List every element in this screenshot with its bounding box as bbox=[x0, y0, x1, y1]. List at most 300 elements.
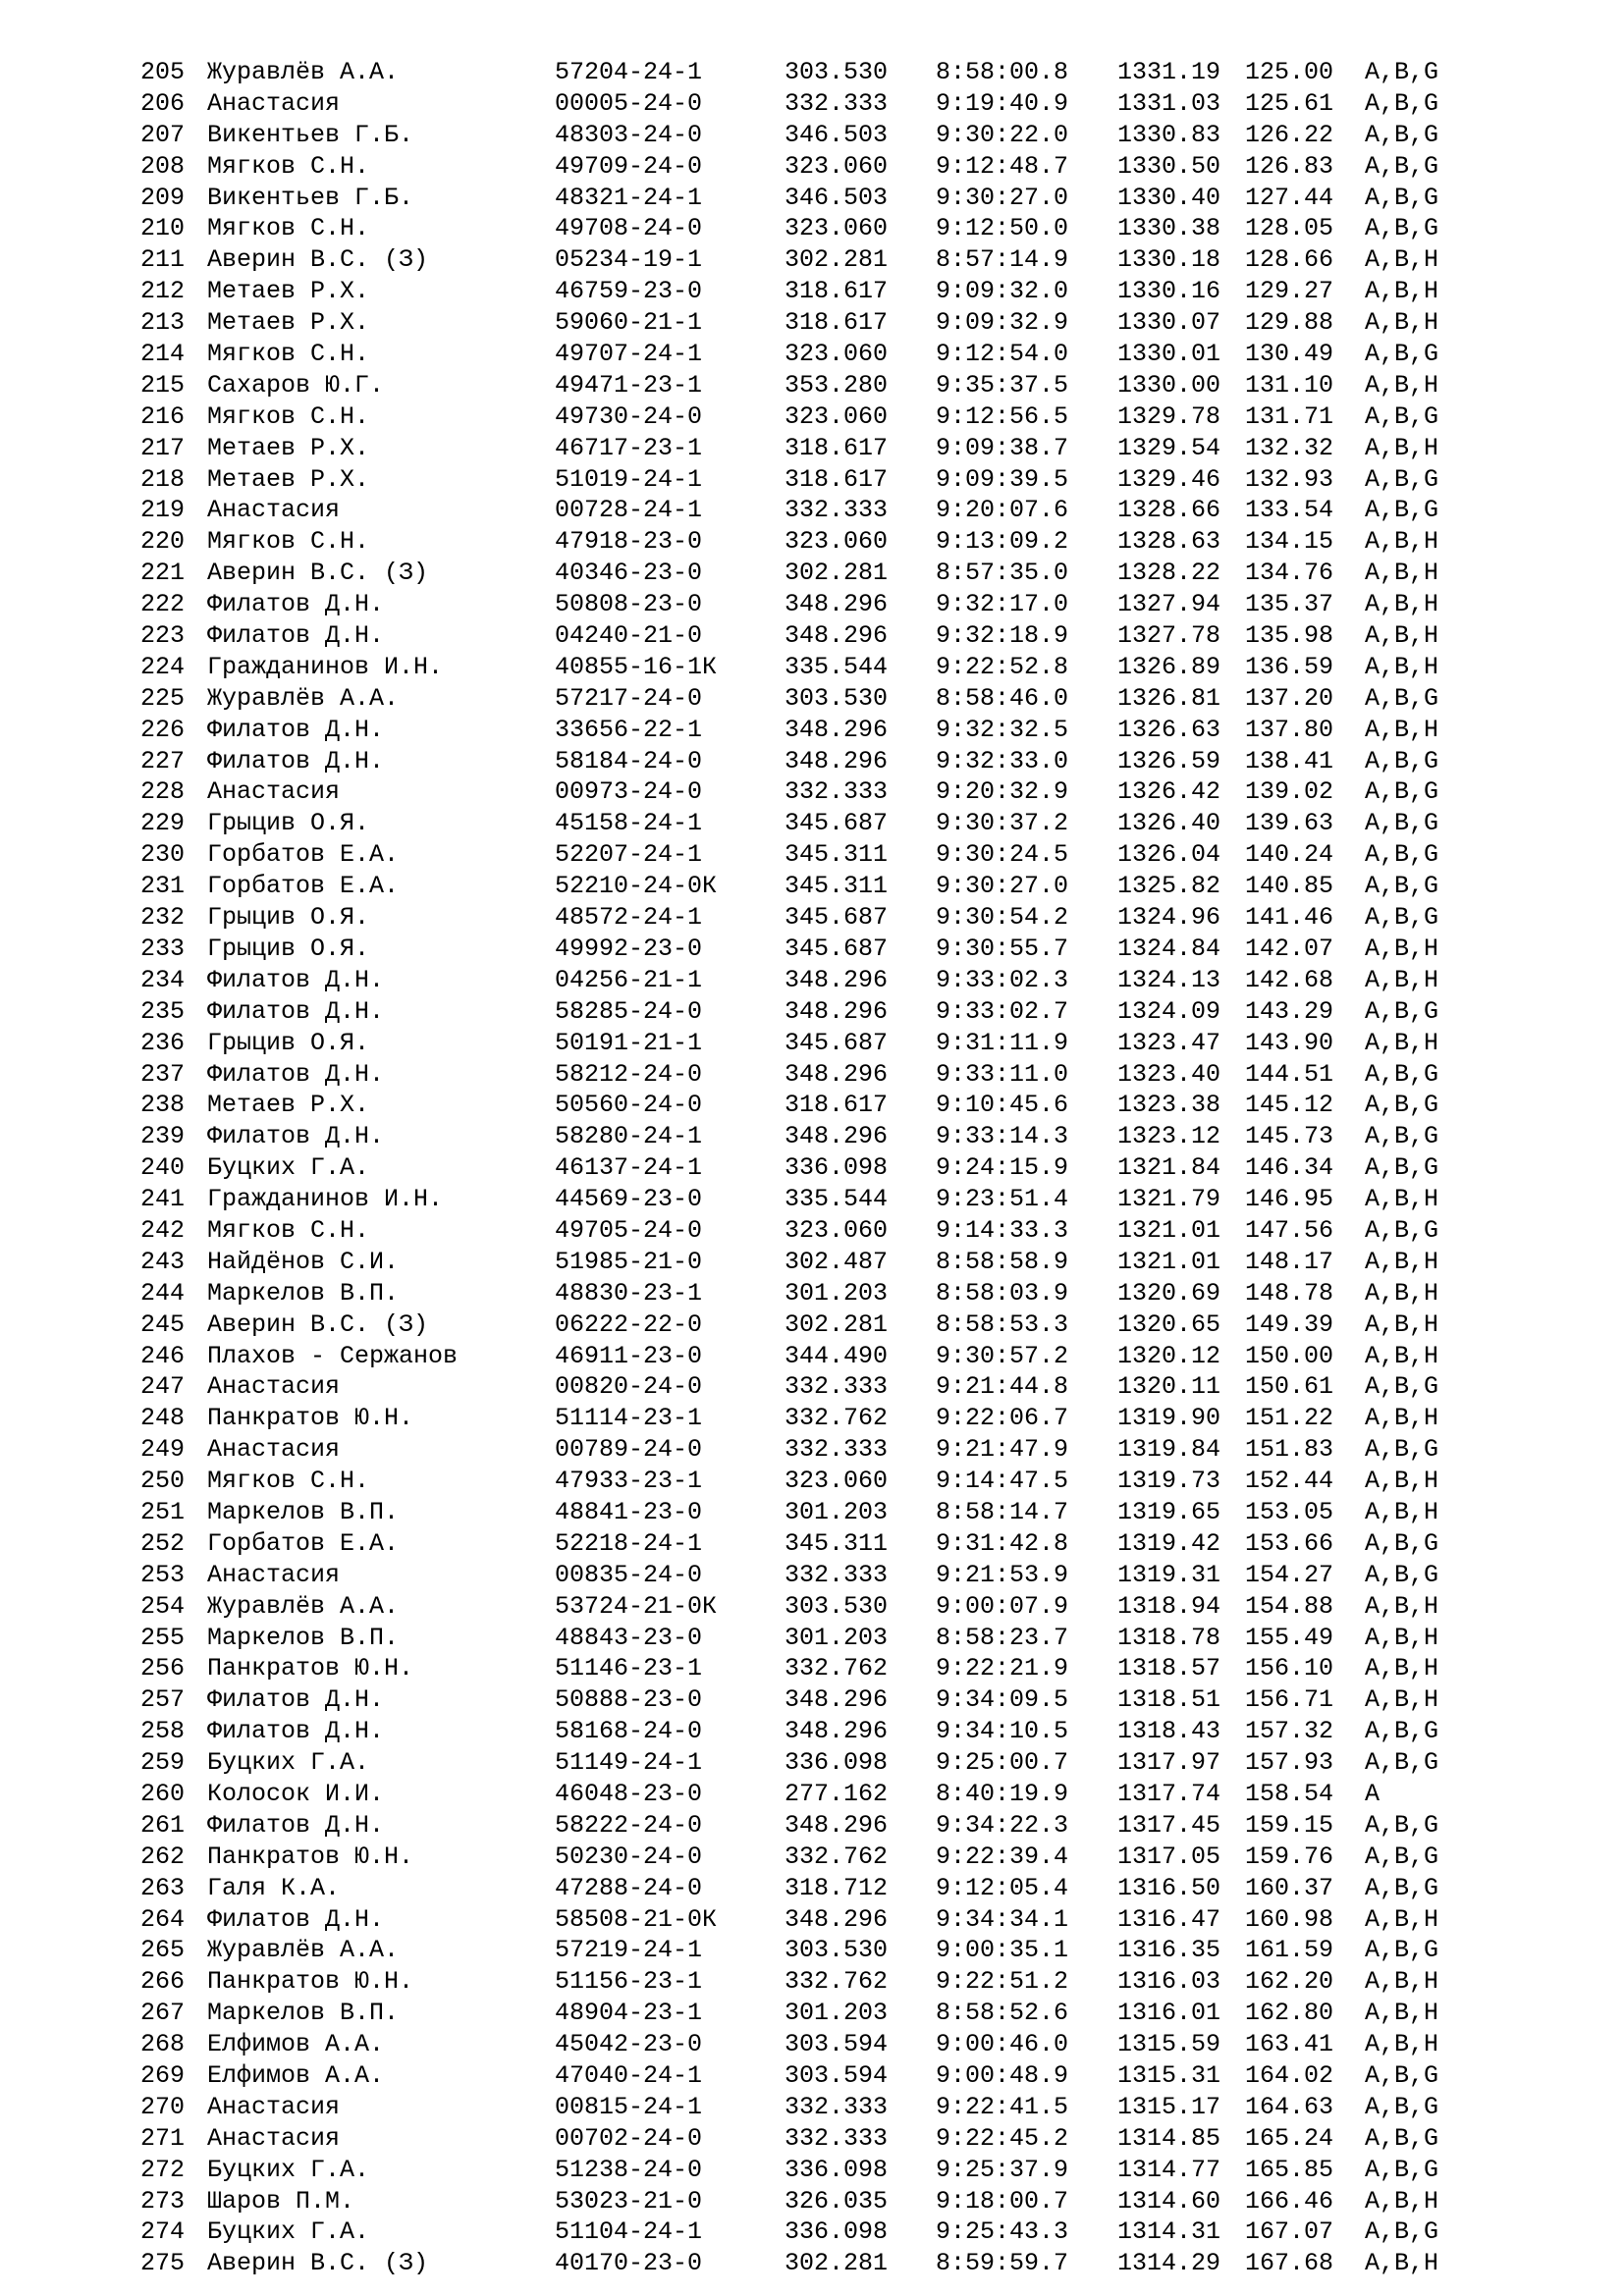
category: A,B,H bbox=[1365, 277, 1439, 306]
speed: 1326.04 bbox=[1117, 840, 1221, 870]
points: 148.78 bbox=[1245, 1278, 1334, 1308]
row-number: 212 bbox=[140, 277, 186, 306]
speed: 1329.78 bbox=[1117, 401, 1221, 431]
row-number: 243 bbox=[140, 1247, 186, 1276]
row-number: 261 bbox=[140, 1810, 186, 1840]
points: 137.20 bbox=[1245, 683, 1334, 713]
points: 143.29 bbox=[1245, 996, 1334, 1026]
distance: 301.203 bbox=[785, 1623, 889, 1652]
points: 128.66 bbox=[1245, 245, 1334, 275]
row-number: 267 bbox=[140, 1999, 186, 2028]
category: A,B,H bbox=[1365, 1904, 1439, 1934]
row-number: 252 bbox=[140, 1528, 186, 1558]
speed: 1326.42 bbox=[1117, 777, 1221, 807]
row-number: 245 bbox=[140, 1309, 186, 1339]
ring-number: 46717-23-1 bbox=[555, 433, 703, 462]
fancier-name: Филатов Д.Н. bbox=[207, 590, 385, 619]
flight-time: 9:22:51.2 bbox=[936, 1967, 1069, 1997]
fancier-name: Аверин В.С. (З) bbox=[207, 245, 429, 275]
points: 151.83 bbox=[1245, 1435, 1334, 1465]
flight-time: 9:12:48.7 bbox=[936, 151, 1069, 181]
row-number: 259 bbox=[140, 1748, 186, 1778]
fancier-name: Мягков С.Н. bbox=[207, 340, 370, 369]
ring-number: 00728-24-1 bbox=[555, 496, 703, 525]
category: A,B,G bbox=[1365, 58, 1439, 86]
fancier-name: Филатов Д.Н. bbox=[207, 1810, 385, 1840]
fancier-name: Грыцив О.Я. bbox=[207, 934, 370, 963]
fancier-name: Анастасия bbox=[207, 2123, 341, 2153]
distance: 332.333 bbox=[785, 496, 889, 525]
flight-time: 9:34:09.5 bbox=[936, 1685, 1069, 1715]
points: 135.37 bbox=[1245, 590, 1334, 619]
flight-time: 9:00:07.9 bbox=[936, 1591, 1069, 1621]
ring-number: 50230-24-0 bbox=[555, 1842, 703, 1871]
flight-time: 9:09:32.9 bbox=[936, 308, 1069, 338]
fancier-name: Метаев Р.Х. bbox=[207, 433, 370, 462]
fancier-name: Грыцив О.Я. bbox=[207, 903, 370, 933]
points: 163.41 bbox=[1245, 2030, 1334, 2059]
distance: 336.098 bbox=[785, 2217, 889, 2247]
row-number: 272 bbox=[140, 2155, 186, 2184]
distance: 303.594 bbox=[785, 2061, 889, 2090]
distance: 323.060 bbox=[785, 401, 889, 431]
fancier-name: Журавлёв А.А. bbox=[207, 1591, 400, 1621]
points: 140.85 bbox=[1245, 872, 1334, 901]
flight-time: 9:22:21.9 bbox=[936, 1654, 1069, 1683]
ring-number: 58222-24-0 bbox=[555, 1810, 703, 1840]
points: 164.02 bbox=[1245, 2061, 1334, 2090]
speed: 1316.50 bbox=[1117, 1873, 1221, 1902]
category: A,B,H bbox=[1365, 965, 1439, 994]
category: A,B,G bbox=[1365, 214, 1439, 243]
flight-time: 9:35:37.5 bbox=[936, 370, 1069, 400]
distance: 336.098 bbox=[785, 1153, 889, 1183]
distance: 353.280 bbox=[785, 370, 889, 400]
distance: 303.530 bbox=[785, 683, 889, 713]
distance: 301.203 bbox=[785, 1278, 889, 1308]
distance: 346.503 bbox=[785, 120, 889, 149]
flight-time: 8:58:23.7 bbox=[936, 1623, 1069, 1652]
ring-number: 50560-24-0 bbox=[555, 1091, 703, 1120]
flight-time: 8:58:03.9 bbox=[936, 1278, 1069, 1308]
fancier-name: Колосок И.И. bbox=[207, 1779, 385, 1808]
speed: 1329.46 bbox=[1117, 464, 1221, 494]
row-number: 233 bbox=[140, 934, 186, 963]
speed: 1314.60 bbox=[1117, 2186, 1221, 2216]
distance: 345.311 bbox=[785, 872, 889, 901]
row-number: 242 bbox=[140, 1215, 186, 1245]
points: 148.17 bbox=[1245, 1247, 1334, 1276]
flight-time: 9:30:24.5 bbox=[936, 840, 1069, 870]
distance: 332.762 bbox=[785, 1404, 889, 1433]
flight-time: 9:25:43.3 bbox=[936, 2217, 1069, 2247]
ring-number: 48303-24-0 bbox=[555, 120, 703, 149]
ring-number: 04240-21-0 bbox=[555, 621, 703, 651]
row-number: 229 bbox=[140, 809, 186, 838]
ring-number: 48841-23-0 bbox=[555, 1497, 703, 1526]
row-number: 223 bbox=[140, 621, 186, 651]
distance: 345.687 bbox=[785, 903, 889, 933]
points: 165.85 bbox=[1245, 2155, 1334, 2184]
category: A,B,H bbox=[1365, 1967, 1439, 1997]
speed: 1314.77 bbox=[1117, 2155, 1221, 2184]
ring-number: 49471-23-1 bbox=[555, 370, 703, 400]
ring-number: 51238-24-0 bbox=[555, 2155, 703, 2184]
category: A,B,H bbox=[1365, 2030, 1439, 2059]
category: A,B,H bbox=[1365, 1467, 1439, 1496]
row-number: 234 bbox=[140, 965, 186, 994]
points: 159.15 bbox=[1245, 1810, 1334, 1840]
speed: 1320.65 bbox=[1117, 1309, 1221, 1339]
distance: 332.333 bbox=[785, 1372, 889, 1402]
points: 162.20 bbox=[1245, 1967, 1334, 1997]
flight-time: 9:30:22.0 bbox=[936, 120, 1069, 149]
speed: 1320.69 bbox=[1117, 1278, 1221, 1308]
fancier-name: Метаев Р.Х. bbox=[207, 1091, 370, 1120]
category: A,B,H bbox=[1365, 527, 1439, 557]
speed: 1319.42 bbox=[1117, 1528, 1221, 1558]
flight-time: 9:14:47.5 bbox=[936, 1467, 1069, 1496]
category: A,B,G bbox=[1365, 1091, 1439, 1120]
flight-time: 9:12:50.0 bbox=[936, 214, 1069, 243]
distance: 336.098 bbox=[785, 2155, 889, 2184]
flight-time: 9:31:42.8 bbox=[936, 1528, 1069, 1558]
ring-number: 58280-24-1 bbox=[555, 1122, 703, 1151]
row-number: 263 bbox=[140, 1873, 186, 1902]
speed: 1324.84 bbox=[1117, 934, 1221, 963]
distance: 346.503 bbox=[785, 183, 889, 212]
flight-time: 8:40:19.9 bbox=[936, 1779, 1069, 1808]
speed: 1316.03 bbox=[1117, 1967, 1221, 1997]
flight-time: 9:32:18.9 bbox=[936, 621, 1069, 651]
row-number: 211 bbox=[140, 245, 186, 275]
fancier-name: Филатов Д.Н. bbox=[207, 965, 385, 994]
fancier-name: Буцких Г.А. bbox=[207, 1153, 370, 1183]
ring-number: 58285-24-0 bbox=[555, 996, 703, 1026]
speed: 1326.81 bbox=[1117, 683, 1221, 713]
category: A,B,G bbox=[1365, 2217, 1439, 2247]
ring-number: 48572-24-1 bbox=[555, 903, 703, 933]
points: 146.34 bbox=[1245, 1153, 1334, 1183]
speed: 1324.13 bbox=[1117, 965, 1221, 994]
distance: 302.281 bbox=[785, 2249, 889, 2278]
category: A,B,G bbox=[1365, 1842, 1439, 1871]
distance: 332.333 bbox=[785, 2092, 889, 2121]
fancier-name: Мягков С.Н. bbox=[207, 1467, 370, 1496]
speed: 1330.16 bbox=[1117, 277, 1221, 306]
row-number: 255 bbox=[140, 1623, 186, 1652]
ring-number: 05234-19-1 bbox=[555, 245, 703, 275]
row-number: 225 bbox=[140, 683, 186, 713]
row-number: 220 bbox=[140, 527, 186, 557]
flight-time: 9:14:33.3 bbox=[936, 1215, 1069, 1245]
fancier-name: Филатов Д.Н. bbox=[207, 1059, 385, 1089]
flight-time: 8:58:00.8 bbox=[936, 58, 1069, 86]
category: A,B,H bbox=[1365, 2249, 1439, 2278]
row-number: 224 bbox=[140, 652, 186, 681]
distance: 348.296 bbox=[785, 996, 889, 1026]
row-number: 226 bbox=[140, 715, 186, 744]
speed: 1321.01 bbox=[1117, 1215, 1221, 1245]
row-number: 275 bbox=[140, 2249, 186, 2278]
flight-time: 9:25:00.7 bbox=[936, 1748, 1069, 1778]
flight-time: 9:34:10.5 bbox=[936, 1717, 1069, 1746]
flight-time: 9:21:44.8 bbox=[936, 1372, 1069, 1402]
row-number: 239 bbox=[140, 1122, 186, 1151]
points: 143.90 bbox=[1245, 1028, 1334, 1057]
flight-time: 9:30:27.0 bbox=[936, 183, 1069, 212]
fancier-name: Журавлёв А.А. bbox=[207, 683, 400, 713]
row-number: 227 bbox=[140, 746, 186, 775]
category: A,B,H bbox=[1365, 1278, 1439, 1308]
distance: 303.594 bbox=[785, 2030, 889, 2059]
fancier-name: Грыцив О.Я. bbox=[207, 809, 370, 838]
distance: 318.617 bbox=[785, 433, 889, 462]
fancier-name: Метаев Р.Х. bbox=[207, 464, 370, 494]
speed: 1321.01 bbox=[1117, 1247, 1221, 1276]
ring-number: 51156-23-1 bbox=[555, 1967, 703, 1997]
speed: 1323.47 bbox=[1117, 1028, 1221, 1057]
distance: 332.762 bbox=[785, 1967, 889, 1997]
ring-number: 45158-24-1 bbox=[555, 809, 703, 838]
row-number: 251 bbox=[140, 1497, 186, 1526]
points: 136.59 bbox=[1245, 652, 1334, 681]
flight-time: 9:24:15.9 bbox=[936, 1153, 1069, 1183]
fancier-name: Анастасия bbox=[207, 2092, 341, 2121]
row-number: 205 bbox=[140, 58, 186, 86]
distance: 302.281 bbox=[785, 1309, 889, 1339]
category: A,B,G bbox=[1365, 1936, 1439, 1965]
fancier-name: Сахаров Ю.Г. bbox=[207, 370, 385, 400]
fancier-name: Филатов Д.Н. bbox=[207, 1904, 385, 1934]
points: 162.80 bbox=[1245, 1999, 1334, 2028]
fancier-name: Филатов Д.Н. bbox=[207, 1122, 385, 1151]
flight-time: 9:22:39.4 bbox=[936, 1842, 1069, 1871]
ring-number: 50808-23-0 bbox=[555, 590, 703, 619]
ring-number: 53724-21-0К bbox=[555, 1591, 718, 1621]
row-number: 248 bbox=[140, 1404, 186, 1433]
ring-number: 00789-24-0 bbox=[555, 1435, 703, 1465]
row-number: 208 bbox=[140, 151, 186, 181]
points: 167.68 bbox=[1245, 2249, 1334, 2278]
ring-number: 50191-21-1 bbox=[555, 1028, 703, 1057]
speed: 1321.84 bbox=[1117, 1153, 1221, 1183]
speed: 1326.63 bbox=[1117, 715, 1221, 744]
ring-number: 00973-24-0 bbox=[555, 777, 703, 807]
distance: 345.311 bbox=[785, 840, 889, 870]
row-number: 210 bbox=[140, 214, 186, 243]
points: 157.32 bbox=[1245, 1717, 1334, 1746]
speed: 1330.01 bbox=[1117, 340, 1221, 369]
ring-number: 48843-23-0 bbox=[555, 1623, 703, 1652]
flight-time: 9:30:27.0 bbox=[936, 872, 1069, 901]
speed: 1328.22 bbox=[1117, 559, 1221, 588]
points: 158.54 bbox=[1245, 1779, 1334, 1808]
speed: 1323.40 bbox=[1117, 1059, 1221, 1089]
speed: 1323.38 bbox=[1117, 1091, 1221, 1120]
fancier-name: Мягков С.Н. bbox=[207, 214, 370, 243]
speed: 1314.31 bbox=[1117, 2217, 1221, 2247]
row-number: 221 bbox=[140, 559, 186, 588]
category: A,B,G bbox=[1365, 1435, 1439, 1465]
distance: 332.762 bbox=[785, 1842, 889, 1871]
points: 160.98 bbox=[1245, 1904, 1334, 1934]
speed: 1319.31 bbox=[1117, 1560, 1221, 1589]
speed: 1317.45 bbox=[1117, 1810, 1221, 1840]
points: 126.83 bbox=[1245, 151, 1334, 181]
ring-number: 51149-24-1 bbox=[555, 1748, 703, 1778]
row-number: 260 bbox=[140, 1779, 186, 1808]
points: 129.27 bbox=[1245, 277, 1334, 306]
points: 160.37 bbox=[1245, 1873, 1334, 1902]
flight-time: 9:09:39.5 bbox=[936, 464, 1069, 494]
category: A,B,G bbox=[1365, 1528, 1439, 1558]
speed: 1327.94 bbox=[1117, 590, 1221, 619]
points: 138.41 bbox=[1245, 746, 1334, 775]
flight-time: 9:33:11.0 bbox=[936, 1059, 1069, 1089]
ring-number: 48904-23-1 bbox=[555, 1999, 703, 2028]
speed: 1314.29 bbox=[1117, 2249, 1221, 2278]
category: A,B,G bbox=[1365, 496, 1439, 525]
points: 127.44 bbox=[1245, 183, 1334, 212]
distance: 301.203 bbox=[785, 1497, 889, 1526]
speed: 1317.97 bbox=[1117, 1748, 1221, 1778]
ring-number: 45042-23-0 bbox=[555, 2030, 703, 2059]
category: A,B,G bbox=[1365, 1748, 1439, 1778]
row-number: 235 bbox=[140, 996, 186, 1026]
row-number: 206 bbox=[140, 88, 186, 118]
distance: 332.333 bbox=[785, 2123, 889, 2153]
ring-number: 58508-21-0К bbox=[555, 1904, 718, 1934]
speed: 1328.66 bbox=[1117, 496, 1221, 525]
points: 145.73 bbox=[1245, 1122, 1334, 1151]
speed: 1330.40 bbox=[1117, 183, 1221, 212]
speed: 1315.59 bbox=[1117, 2030, 1221, 2059]
points: 140.24 bbox=[1245, 840, 1334, 870]
ring-number: 33656-22-1 bbox=[555, 715, 703, 744]
ring-number: 40170-23-0 bbox=[555, 2249, 703, 2278]
distance: 348.296 bbox=[785, 965, 889, 994]
fancier-name: Маркелов В.П. bbox=[207, 1497, 400, 1526]
fancier-name: Анастасия bbox=[207, 1372, 341, 1402]
category: A,B,H bbox=[1365, 2186, 1439, 2216]
fancier-name: Грыцив О.Я. bbox=[207, 1028, 370, 1057]
distance: 277.162 bbox=[785, 1779, 889, 1808]
points: 154.88 bbox=[1245, 1591, 1334, 1621]
fancier-name: Маркелов В.П. bbox=[207, 1278, 400, 1308]
fancier-name: Мягков С.Н. bbox=[207, 527, 370, 557]
ring-number: 47040-24-1 bbox=[555, 2061, 703, 2090]
category: A,B,H bbox=[1365, 370, 1439, 400]
fancier-name: Галя К.А. bbox=[207, 1873, 341, 1902]
category: A,B,H bbox=[1365, 559, 1439, 588]
flight-time: 9:31:11.9 bbox=[936, 1028, 1069, 1057]
flight-time: 9:18:00.7 bbox=[936, 2186, 1069, 2216]
category: A,B,H bbox=[1365, 1028, 1439, 1057]
flight-time: 9:32:32.5 bbox=[936, 715, 1069, 744]
points: 129.88 bbox=[1245, 308, 1334, 338]
distance: 323.060 bbox=[785, 1215, 889, 1245]
fancier-name: Мягков С.Н. bbox=[207, 401, 370, 431]
flight-time: 9:12:05.4 bbox=[936, 1873, 1069, 1902]
category: A,B,G bbox=[1365, 151, 1439, 181]
speed: 1323.12 bbox=[1117, 1122, 1221, 1151]
fancier-name: Анастасия bbox=[207, 777, 341, 807]
row-number: 213 bbox=[140, 308, 186, 338]
row-number: 266 bbox=[140, 1967, 186, 1997]
distance: 323.060 bbox=[785, 340, 889, 369]
speed: 1330.83 bbox=[1117, 120, 1221, 149]
distance: 323.060 bbox=[785, 527, 889, 557]
flight-time: 9:13:09.2 bbox=[936, 527, 1069, 557]
points: 149.39 bbox=[1245, 1309, 1334, 1339]
speed: 1325.82 bbox=[1117, 872, 1221, 901]
row-number: 209 bbox=[140, 183, 186, 212]
points: 128.05 bbox=[1245, 214, 1334, 243]
distance: 303.530 bbox=[785, 1591, 889, 1621]
category: A,B,G bbox=[1365, 120, 1439, 149]
points: 155.49 bbox=[1245, 1623, 1334, 1652]
speed: 1315.31 bbox=[1117, 2061, 1221, 2090]
fancier-name: Плахов - Сержанов bbox=[207, 1341, 459, 1370]
fancier-name: Филатов Д.Н. bbox=[207, 996, 385, 1026]
row-number: 215 bbox=[140, 370, 186, 400]
fancier-name: Панкратов Ю.Н. bbox=[207, 1404, 414, 1433]
ring-number: 00820-24-0 bbox=[555, 1372, 703, 1402]
speed: 1328.63 bbox=[1117, 527, 1221, 557]
category: A,B,G bbox=[1365, 2155, 1439, 2184]
distance: 332.333 bbox=[785, 1435, 889, 1465]
distance: 332.762 bbox=[785, 1654, 889, 1683]
speed: 1330.00 bbox=[1117, 370, 1221, 400]
flight-time: 9:12:56.5 bbox=[936, 401, 1069, 431]
points: 151.22 bbox=[1245, 1404, 1334, 1433]
ring-number: 53023-21-0 bbox=[555, 2186, 703, 2216]
points: 132.32 bbox=[1245, 433, 1334, 462]
ring-number: 44569-23-0 bbox=[555, 1185, 703, 1214]
fancier-name: Мягков С.Н. bbox=[207, 1215, 370, 1245]
points: 125.61 bbox=[1245, 88, 1334, 118]
flight-time: 9:20:32.9 bbox=[936, 777, 1069, 807]
flight-time: 9:30:54.2 bbox=[936, 903, 1069, 933]
category: A,B,G bbox=[1365, 809, 1439, 838]
speed: 1324.96 bbox=[1117, 903, 1221, 933]
distance: 303.530 bbox=[785, 58, 889, 86]
distance: 318.712 bbox=[785, 1873, 889, 1902]
category: A,B,H bbox=[1365, 934, 1439, 963]
fancier-name: Шаров П.М. bbox=[207, 2186, 355, 2216]
category: A,B,H bbox=[1365, 1309, 1439, 1339]
distance: 348.296 bbox=[785, 1810, 889, 1840]
ring-number: 46137-24-1 bbox=[555, 1153, 703, 1183]
flight-time: 8:57:14.9 bbox=[936, 245, 1069, 275]
flight-time: 9:12:54.0 bbox=[936, 340, 1069, 369]
fancier-name: Метаев Р.Х. bbox=[207, 277, 370, 306]
speed: 1318.43 bbox=[1117, 1717, 1221, 1746]
points: 165.24 bbox=[1245, 2123, 1334, 2153]
flight-time: 9:00:46.0 bbox=[936, 2030, 1069, 2059]
points: 144.51 bbox=[1245, 1059, 1334, 1089]
fancier-name: Анастасия bbox=[207, 496, 341, 525]
ring-number: 48830-23-1 bbox=[555, 1278, 703, 1308]
speed: 1326.89 bbox=[1117, 652, 1221, 681]
row-number: 264 bbox=[140, 1904, 186, 1934]
distance: 318.617 bbox=[785, 1091, 889, 1120]
fancier-name: Елфимов А.А. bbox=[207, 2030, 385, 2059]
category: A,B,H bbox=[1365, 1497, 1439, 1526]
speed: 1314.85 bbox=[1117, 2123, 1221, 2153]
speed: 1331.19 bbox=[1117, 58, 1221, 86]
